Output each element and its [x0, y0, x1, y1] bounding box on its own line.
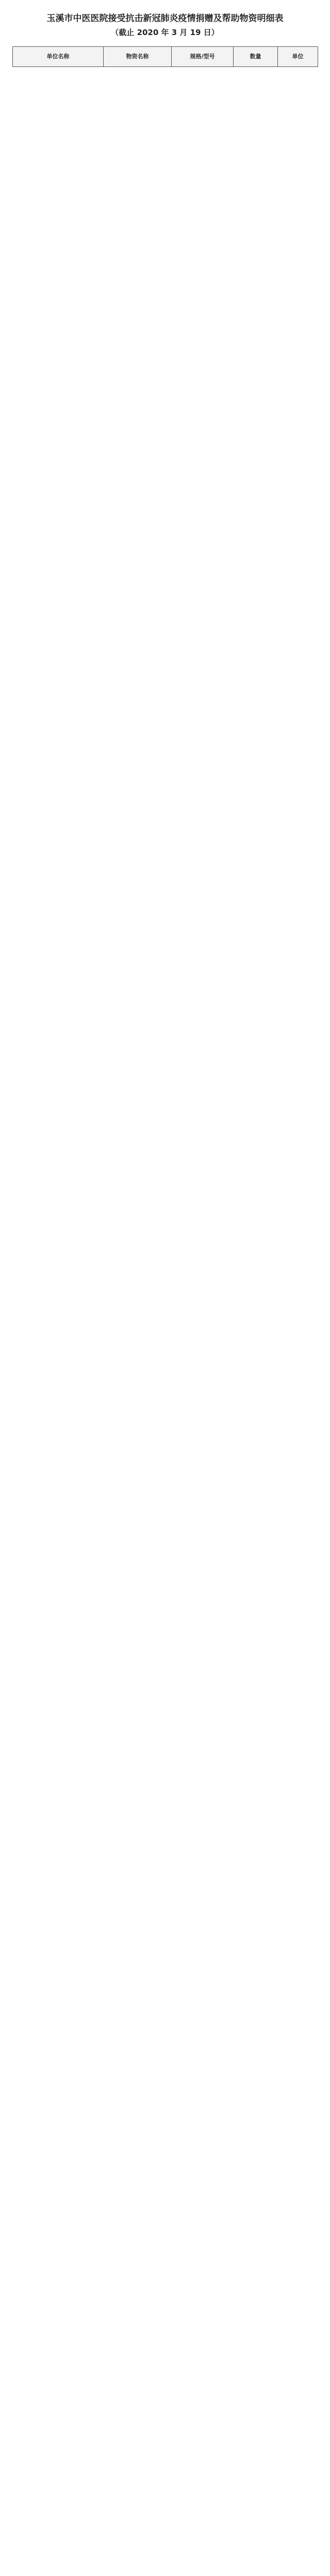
table-header-row	[13, 47, 318, 67]
column-header-quantity: 数量	[234, 47, 278, 67]
column-header-org: 单位名称	[13, 47, 104, 67]
document-title: 玉溪市中医医院接受抗击新冠肺炎疫情捐赠及帮助物资明细表	[46, 13, 284, 24]
column-header-item: 物资名称	[104, 47, 172, 67]
document-subtitle: （截止 2020 年 3 月 19 日）	[111, 28, 219, 37]
column-header-unit: 单位	[278, 47, 318, 67]
donation-table	[12, 46, 318, 67]
column-header-spec: 规格/型号	[172, 47, 234, 67]
